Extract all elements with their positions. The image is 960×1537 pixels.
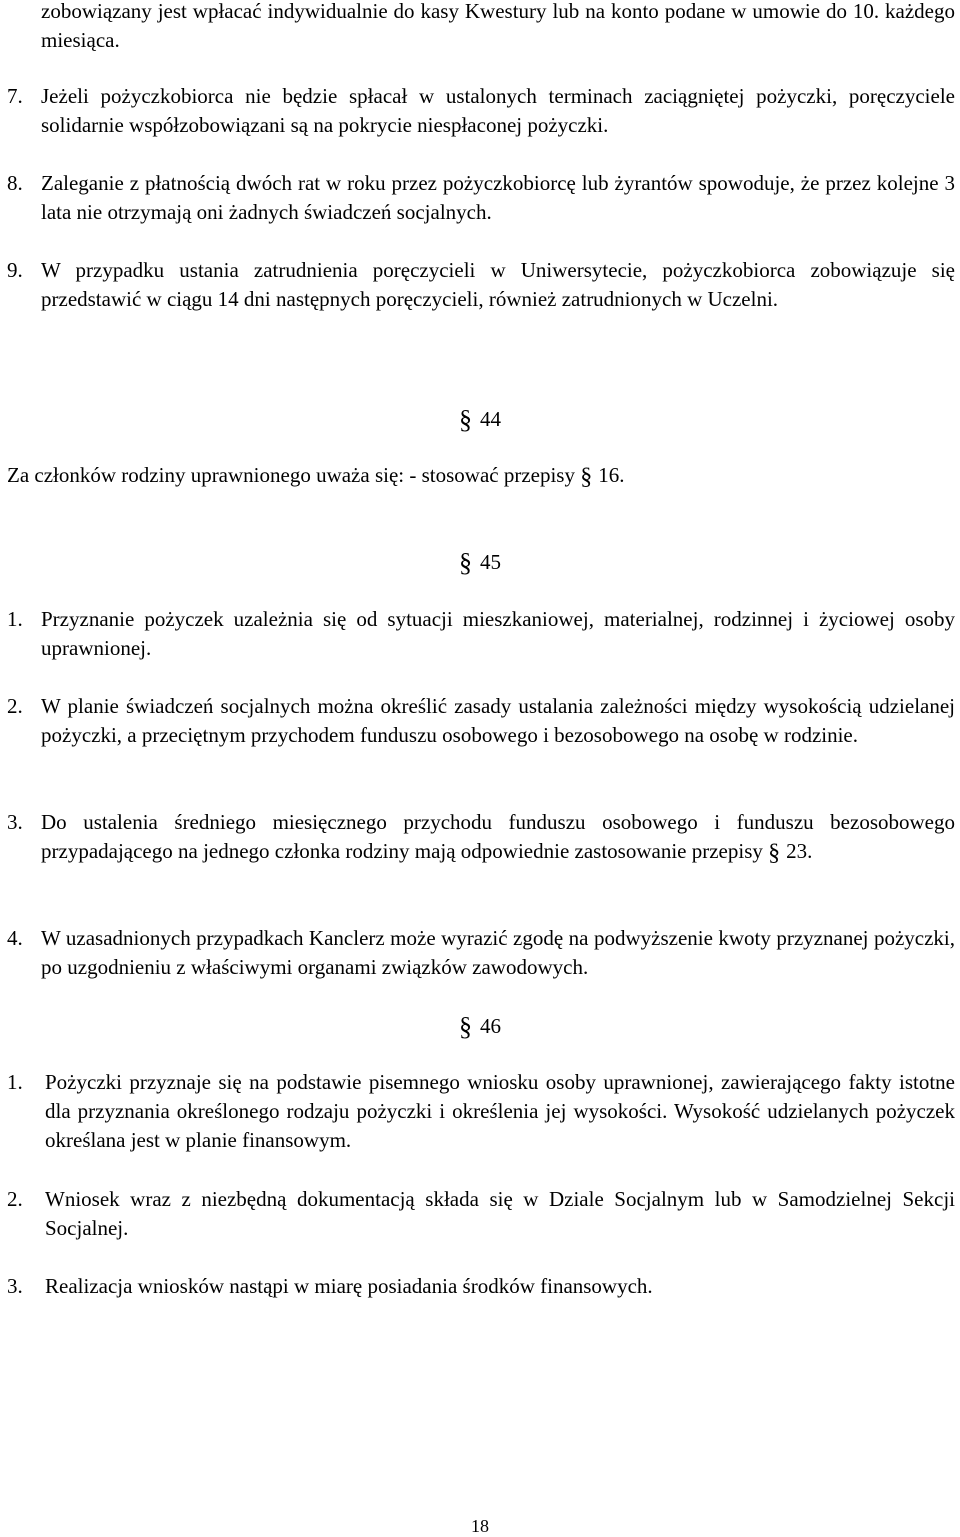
section-symbol: § <box>459 1012 472 1041</box>
item-number: 1. <box>7 607 23 631</box>
section-symbol: § <box>459 548 472 577</box>
item-text: Realizacja wniosków nastąpi w miarę posiadania środków finansowych. <box>45 1274 653 1298</box>
item-number: 8. <box>7 171 23 195</box>
item-text: W przypadku ustania zatrudnienia poręczycieli w Uniwersytecie, pożyczkobiorca zobowiązuje się przedstawić w ciągu 14 dni następnych poręczycieli, również zatrudnionych w Uczelni. <box>41 258 955 311</box>
section-number: 45 <box>480 550 501 574</box>
item-text: W planie świadczeń socjalnych można określić zasady ustalania zależności między wysokością udzielanej pożyczki, a przeciętnym przychodem funduszu osobowego i bezosobowego na osobę w rodzinie. <box>41 694 955 747</box>
section-44-paragraph <box>7 461 624 490</box>
item-text-body: Do ustalenia średniego miesięcznego przychodu funduszu osobowego i funduszu bezosobowego przypadającego na jednego członka rodziny mają odpowiednie zastosowanie przepisy <box>41 810 955 863</box>
section-45-heading <box>459 546 501 577</box>
section-number: 44 <box>480 407 501 431</box>
item-text: Przyznanie pożyczek uzależnia się od sytuacji mieszkaniowej, materialnej, rodzinnej i życiowej osoby uprawnionej. <box>41 607 955 660</box>
section-46-heading <box>459 1010 501 1041</box>
paragraph-text: zobowiązany jest wpłacać indywidualnie do kasy Kwestury lub na konto podane w umowie do 10. każdego miesiąca. <box>41 0 955 52</box>
item-number: 9. <box>7 258 23 282</box>
item-text: Wniosek wraz z niezbędną dokumentacją składa się w Dziale Socjalnym lub w Samodzielnej Sekcji Socjalnej. <box>45 1187 955 1240</box>
section-symbol: § <box>768 840 781 866</box>
section-symbol: § <box>580 464 593 490</box>
item-number: 1. <box>7 1070 23 1094</box>
item-number: 2. <box>7 694 23 718</box>
section-number: 46 <box>480 1014 501 1038</box>
item-number: 7. <box>7 84 23 108</box>
section-reference: 16. <box>598 463 625 487</box>
section-reference: 23. <box>786 839 813 863</box>
item-text: Jeżeli pożyczkobiorca nie będzie spłacał w ustalonych terminach zaciągniętej pożyczki, poręczyciele solidarnie współzobowiązani są na pokrycie niespłaconej pożyczki. <box>41 84 955 137</box>
item-number: 3. <box>7 1274 23 1298</box>
item-text: W uzasadnionych przypadkach Kanclerz może wyrazić zgodę na podwyższenie kwoty przyznanej pożyczki, po uzgodnieniu z właściwymi organami związków zawodowych. <box>41 926 955 979</box>
item-number: 2. <box>7 1187 23 1211</box>
section-symbol: § <box>459 405 472 434</box>
item-text: Pożyczki przyznaje się na podstawie pisemnego wniosku osoby uprawnionej, zawierającego fakty istotne dla przyznania określonego rodzaju pożyczki i określenia jej wysokości. Wysokość udzielanych pożyczek określana jest w planie finansowym. <box>45 1070 955 1152</box>
item-text: Zaleganie z płatnością dwóch rat w roku przez pożyczkobiorcę lub żyrantów spowoduje, że przez kolejne 3 lata nie otrzymają oni żadnych świadczeń socjalnych. <box>41 171 955 224</box>
page-number: 18 <box>471 1516 489 1536</box>
paragraph-text: Za członków rodziny uprawnionego uważa się: - stosować przepisy <box>7 463 575 487</box>
item-text <box>41 808 955 866</box>
item-number: 4. <box>7 926 23 950</box>
section-44-heading <box>459 403 501 434</box>
item-number: 3. <box>7 810 23 834</box>
